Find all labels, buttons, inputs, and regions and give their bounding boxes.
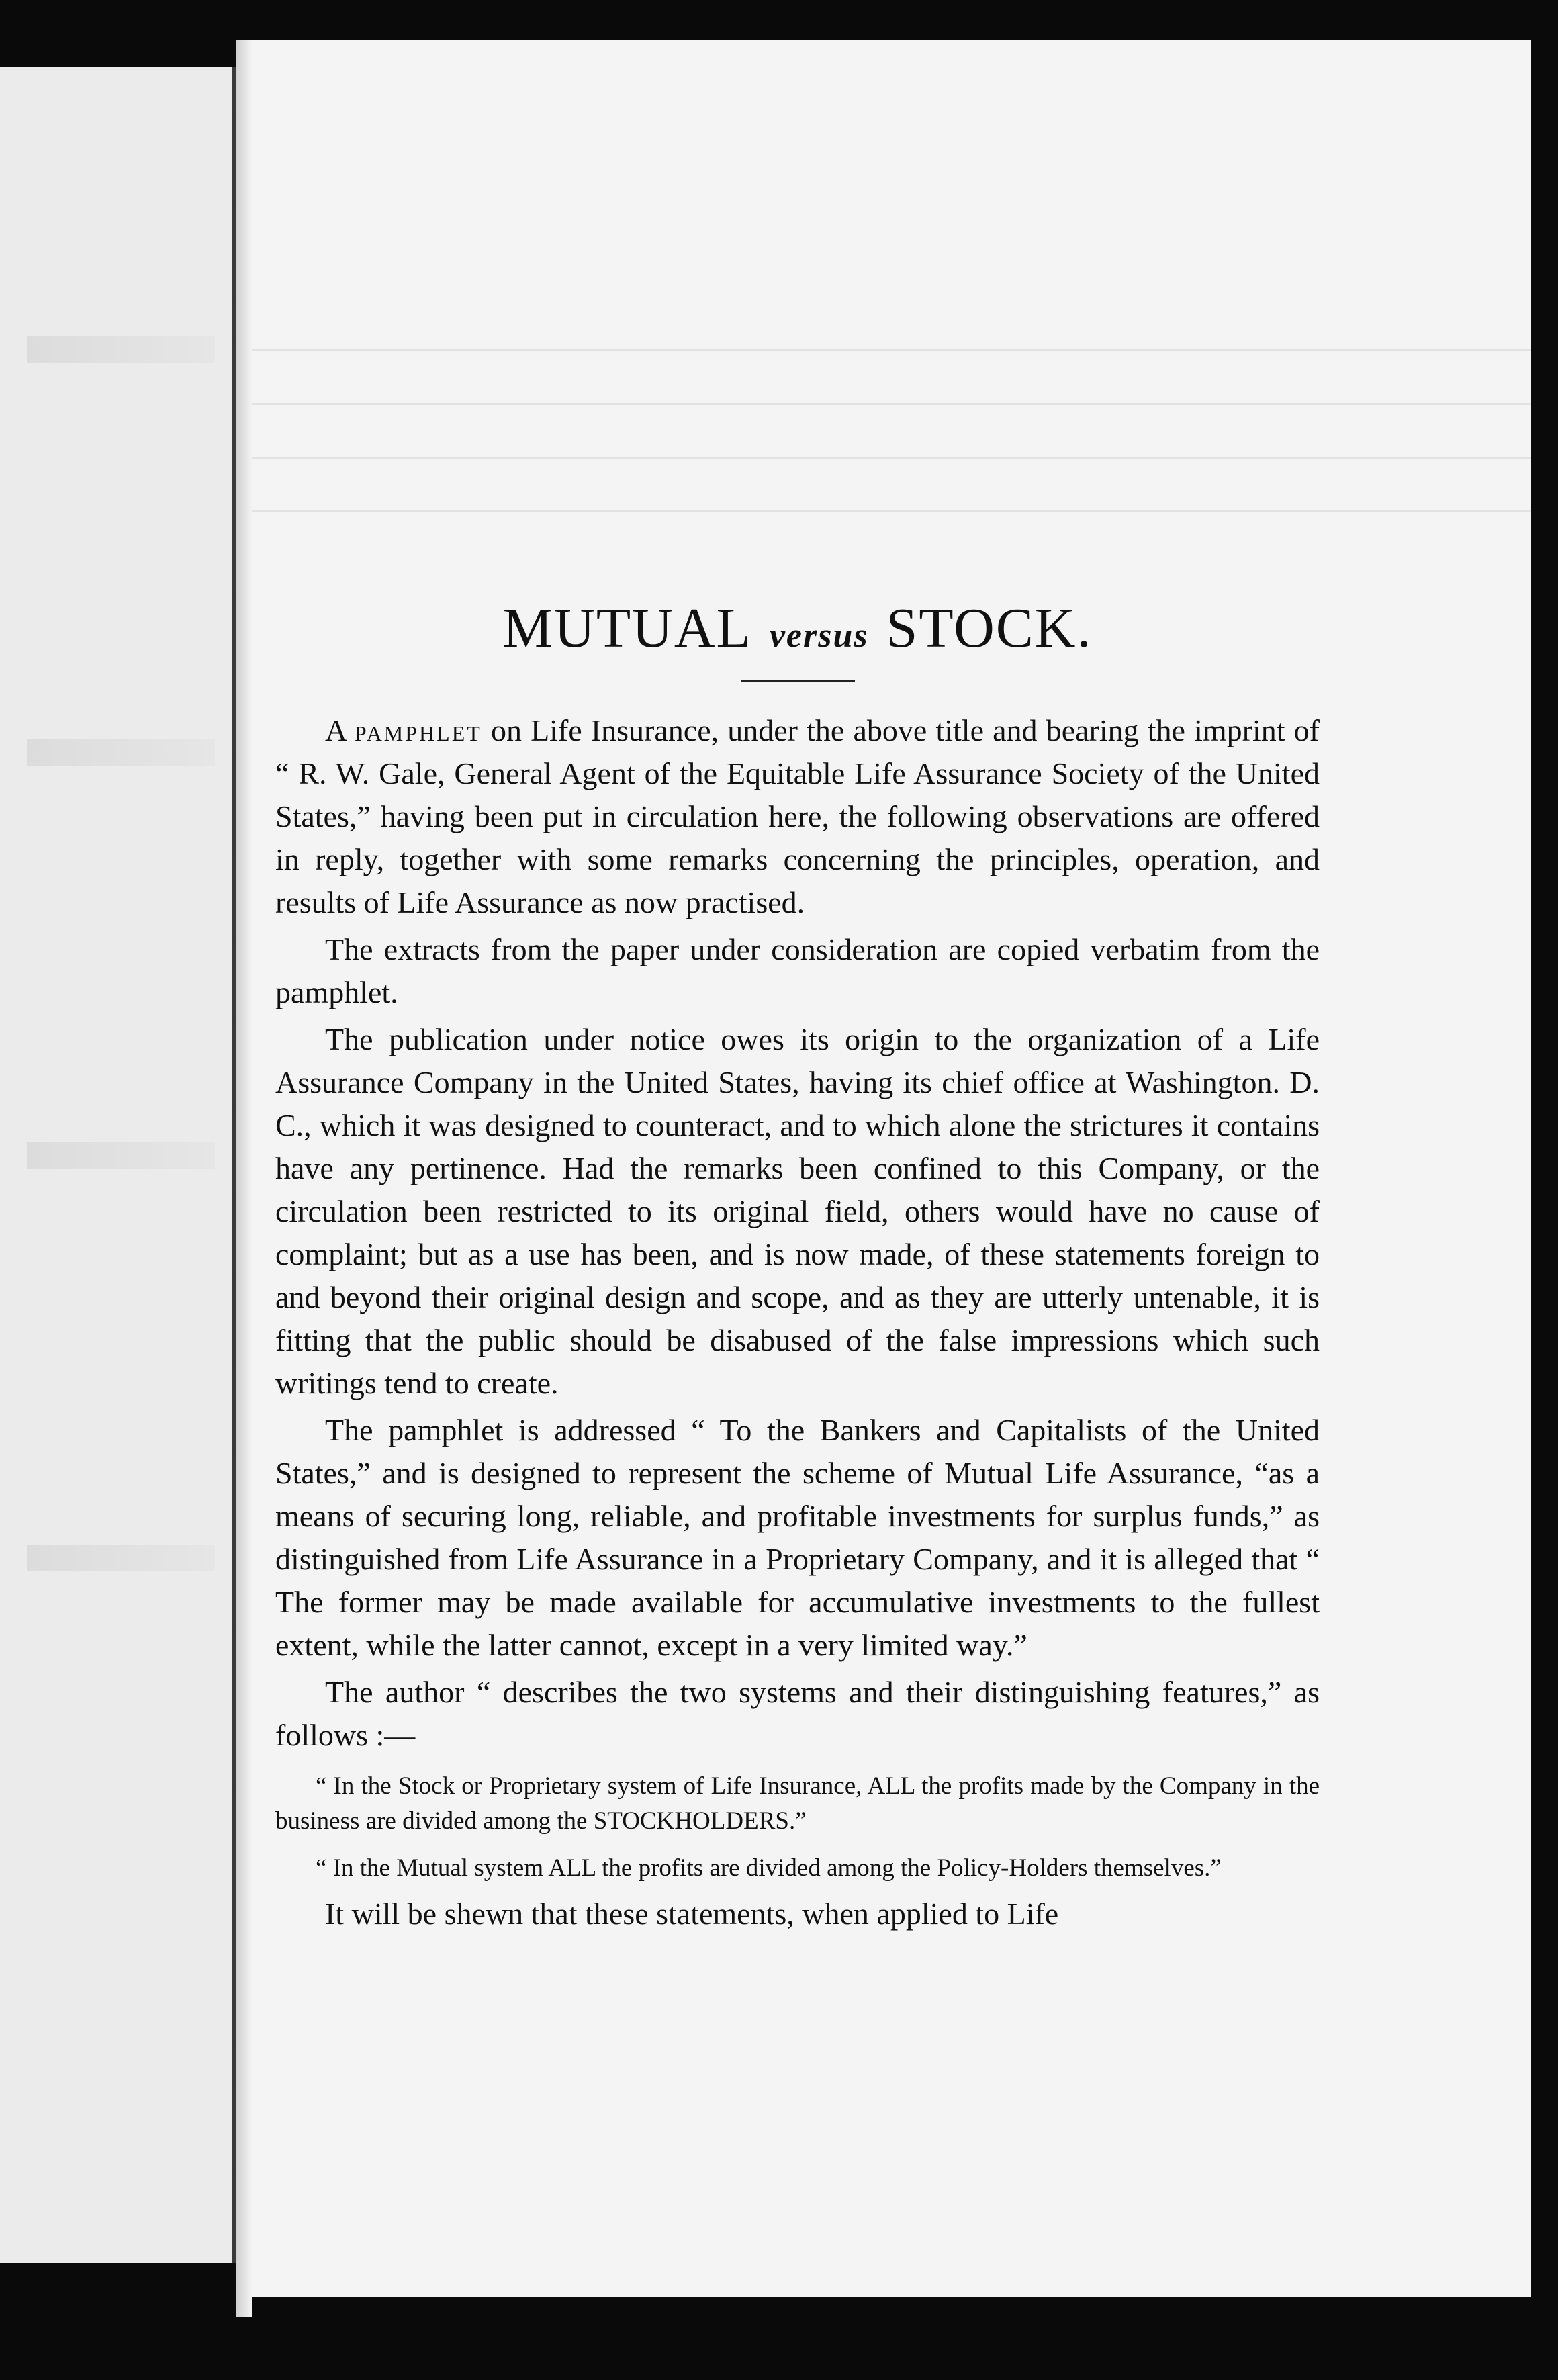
show-through-line	[252, 349, 1531, 351]
facing-page	[0, 67, 236, 2263]
closing-line: It will be shewn that these statements, when applied to Life	[325, 1896, 1059, 1931]
paragraph-2: The extracts from the paper under consideration are copied verbatim from the pamphlet.	[275, 932, 1320, 1010]
quote-mutual-system: “ In the Mutual system ALL the profits are divided among the Policy-Holders themselves.”	[316, 1854, 1222, 1882]
paragraph-lead: A	[325, 713, 346, 748]
paragraph-text: on Life Insurance, under the above title and bearing the imprint of “ R. W. Gale, General Agent of the Equitable Life Assurance Society of the United States,” having been put in circulation here, the following observations are offered in reply, together with some remarks concerning the principles, operation, and results of Life Assurance as now practised.	[275, 713, 1320, 920]
title-rule	[741, 680, 855, 682]
paragraph-lead-smallcaps: pamphlet	[354, 713, 482, 748]
paragraph-1	[275, 709, 1320, 924]
show-through-line	[252, 457, 1531, 459]
bleed-through-line	[27, 739, 215, 766]
title-versus: versus	[769, 616, 869, 655]
paragraph-5: The author “ describes the two systems and their distinguishing features,” as follows :—	[275, 1675, 1320, 1753]
scan-edge-marks	[40, 2280, 1451, 2293]
quote-stock-system: “ In the Stock or Proprietary system of Life Insurance, ALL the profits made by the Company in the business are divided among the STOCKHOLDERS.”	[275, 1772, 1320, 1835]
page-title	[275, 598, 1320, 659]
paragraph-4: The pamphlet is addressed “ To the Bankers and Capitalists of the United States,” and is designed to represent the scheme of Mutual Life Assurance, “as a means of securing long, reliable, and profitable investments for surplus funds,” as distinguished from Life Assurance in a Proprietary Company, and it is alleged that “ The former may be made available for accumulative investments to the fullest extent, while the latter cannot, except in a very limited way.”	[275, 1413, 1320, 1663]
book-gutter	[236, 40, 252, 2317]
paragraph-3: The publication under notice owes its origin to the organization of a Life Assurance Company in the United States, having its chief office at Washington. D. C., which it was designed to counteract, and to which alone the strictures it contains have any pertinence. Had the remarks been confined to this Company, or the circulation been restricted to its original field, others would have no cause of complaint; but as a use has been, and is now made, of these statements foreign to and beyond their original design and scope, and as they are utterly untenable, it is fitting that the public should be disabused of the false impressions which such writings tend to create.	[275, 1022, 1320, 1401]
title-stock: STOCK.	[886, 597, 1093, 659]
show-through-line	[252, 403, 1531, 405]
page-content	[275, 598, 1320, 1939]
bleed-through-line	[27, 336, 215, 363]
title-mutual: MUTUAL	[502, 597, 752, 659]
show-through-line	[252, 510, 1531, 512]
bleed-through-line	[27, 1545, 215, 1571]
bleed-through-line	[27, 1142, 215, 1169]
document-page	[252, 40, 1531, 2297]
